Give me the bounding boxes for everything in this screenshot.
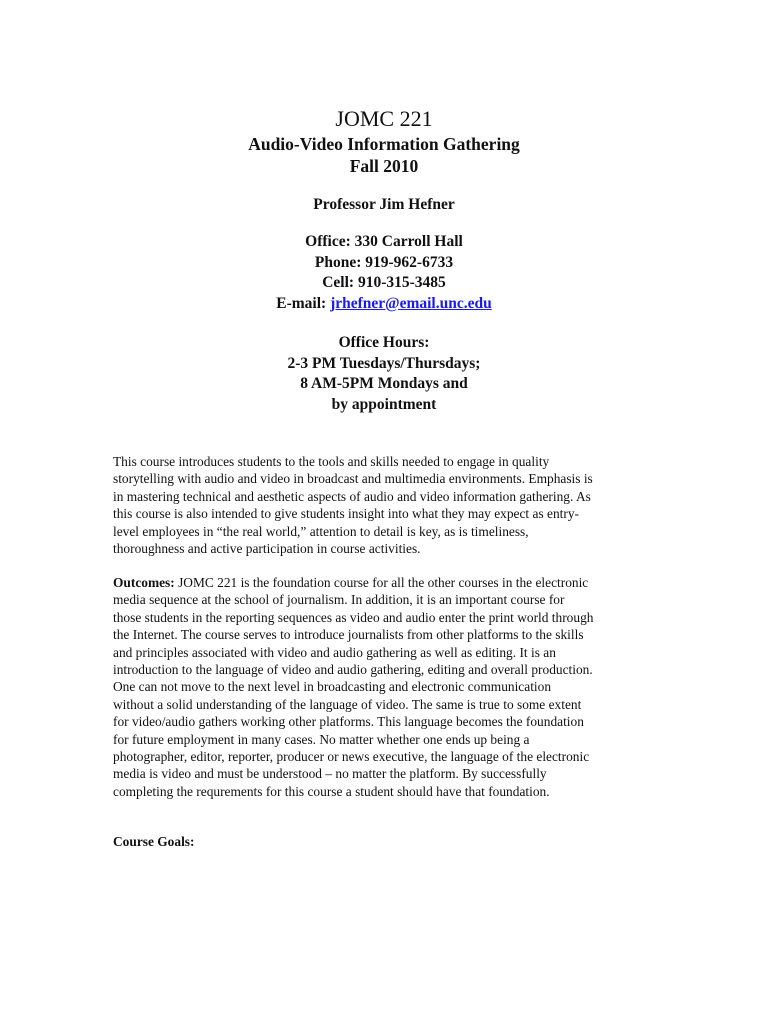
email-link[interactable]: jrhefner@email.unc.edu <box>330 294 492 312</box>
outcomes-label: Outcomes: <box>113 575 175 590</box>
course-term: Fall 2010 <box>349 156 419 176</box>
office-hours-line: 8 AM-5PM Mondays and <box>300 375 468 392</box>
outcomes-first-line: JOMC 221 is the foundation course for all the other courses in the electronic <box>174 575 589 590</box>
office-hours-heading: Office Hours: <box>338 334 430 351</box>
professor-name <box>0 195 768 216</box>
course-code: JOMC 221 <box>335 106 433 131</box>
contact-info <box>0 232 768 314</box>
paragraph-line: this course is also intended to give students insight into what they may expect as entry- <box>113 506 579 522</box>
office-hours <box>0 333 768 415</box>
paragraph-line: media is video and must be understood – no matter the platform. By successfully <box>113 766 547 782</box>
paragraph-line: One can not move to the next level in broadcasting and electronic communication <box>113 679 552 695</box>
paragraph-line: storytelling with audio and video in broadcast and multimedia environments. Emphasis is <box>113 471 593 487</box>
paragraph-line: thoroughness and active participation in course activities. <box>113 541 421 557</box>
paragraph-line <box>113 574 658 591</box>
cell-line: Cell: 910-315-3485 <box>322 274 446 291</box>
office-hours-line: by appointment <box>331 395 437 413</box>
paragraph-line: in mastering technical and aesthetic aspects of audio and video information gathering. As <box>113 488 591 504</box>
paragraph-line: for future employment in many cases. No matter whether one ends up being a <box>113 731 530 747</box>
outcomes-paragraph <box>113 574 658 800</box>
paragraph-line: those students in the reporting sequences as video and audio enter the print world through <box>113 609 594 625</box>
paragraph-line: for video/audio gathers working other platforms. This language becomes the foundation <box>113 714 584 730</box>
office-hours-line: 2-3 PM Tuesdays/Thursdays; <box>287 354 481 372</box>
paragraph-line: photographer, editor, reporter, producer or news executive, the language of the electronic <box>113 749 590 765</box>
paragraph-line: and principles associated with video and audio gathering as well as editing. It is an <box>113 644 556 660</box>
professor-line: Professor Jim Hefner <box>313 196 455 213</box>
paragraph-line: introduction to the language of video and audio gathering, editing and overall production. <box>113 662 593 678</box>
intro-paragraph <box>113 453 658 557</box>
paragraph-line: This course introduces students to the tools and skills needed to engage in quality <box>113 454 550 469</box>
email-label: E-mail: <box>276 294 331 312</box>
paragraph-line: completing the requrements for this course a student should have that foundation. <box>113 783 550 799</box>
paragraph-line: media sequence at the school of journalism. In addition, it is an important course for <box>113 592 565 608</box>
paragraph-line: without a solid understanding of the language of video. The same is true to some extent <box>113 696 582 712</box>
paragraph-line: level employees in “the real world,” attention to detail is key, as is timeliness, <box>113 523 529 539</box>
phone-line: Phone: 919-962-6733 <box>314 253 454 271</box>
course-goals-heading: Course Goals: <box>113 834 195 849</box>
office-line: Office: 330 Carroll Hall <box>305 233 463 250</box>
paragraph-line: the Internet. The course serves to introduce journalists from other platforms to the skills <box>113 627 584 643</box>
course-title: Audio-Video Information Gathering <box>248 134 520 154</box>
email-line <box>0 294 768 315</box>
